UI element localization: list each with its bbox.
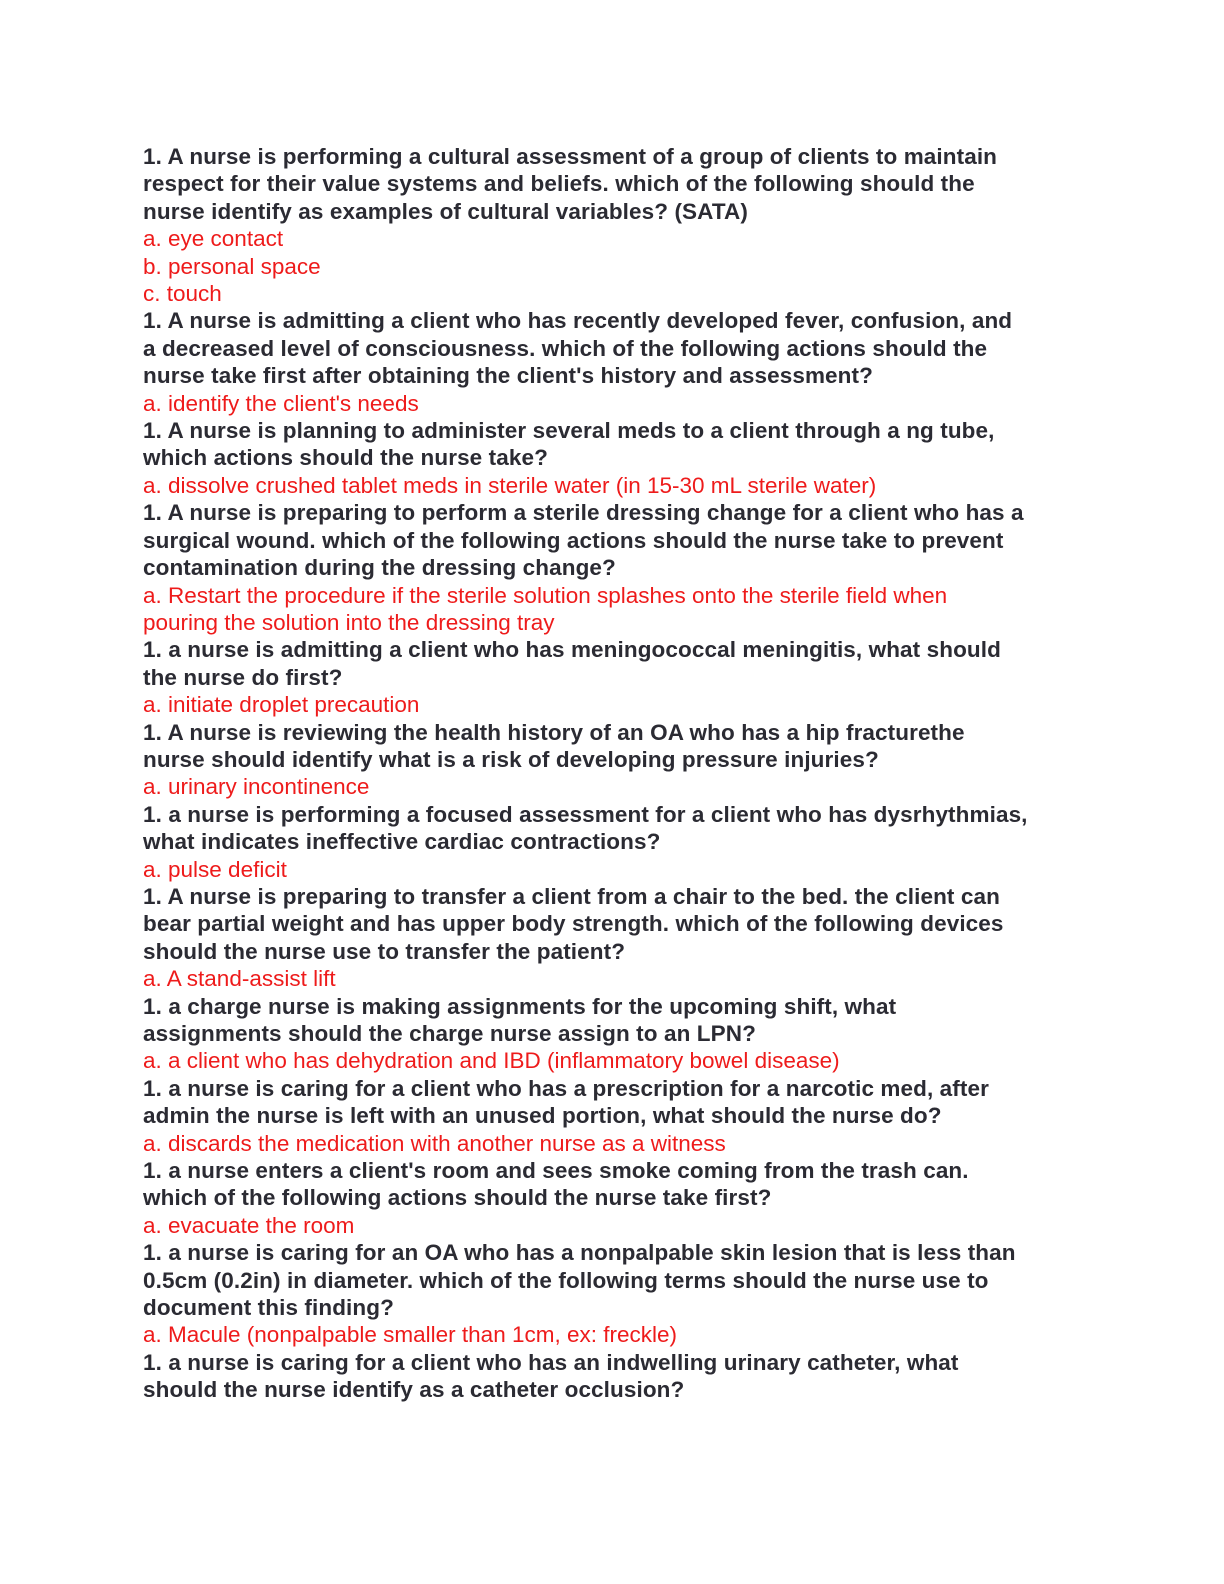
question-block [143,1157,1083,1239]
question-text-line: nurse identify as examples of cultural variables? (SATA) [143,198,748,224]
question-text-line: the nurse do first? [143,664,343,690]
document-body [143,143,1083,1404]
question-text-line: nurse should identify what is a risk of developing pressure injuries? [143,746,879,772]
answer-text-line: a. urinary incontinence [143,774,370,800]
question-block [143,993,1083,1075]
question-text-line: 1. a nurse is caring for an OA who has a nonpalpable skin lesion that is less than [143,1240,1016,1266]
question-text-line: 1. A nurse is performing a cultural assessment of a group of clients to maintain [143,144,998,169]
question-block [143,883,1083,993]
question-text-line: should the nurse use to transfer the patient? [143,938,626,964]
question-text-line: assignments should the charge nurse assign to an LPN? [143,1021,756,1046]
answer-text-line: c. touch [143,281,222,307]
question-text-line: 1. a nurse is caring for a client who has a prescription for a narcotic med, after [143,1075,989,1101]
question-text-line: nurse take first after obtaining the client's history and assessment? [143,363,873,389]
answer-text-line: a. evacuate the room [143,1212,355,1238]
question-text-line: surgical wound. which of the following actions should the nurse take to prevent [143,527,1004,553]
answer-text-line: pouring the solution into the dressing tray [143,609,555,635]
question-text-line: 1. a charge nurse is making assignments for the upcoming shift, what [143,993,897,1019]
question-text-line: 1. A nurse is preparing to perform a sterile dressing change for a client who has a [143,500,1024,526]
question-text-line: 1. a nurse is caring for a client who has an indwelling urinary catheter, what [143,1349,959,1375]
question-block [143,636,1083,718]
question-text-line: 1. a nurse is performing a focused assessment for a client who has dysrhythmias, [143,801,1028,827]
answer-text-line: a. initiate droplet precaution [143,692,420,718]
question-text-line: which actions should the nurse take? [143,445,548,471]
answer-text-line: a. a client who has dehydration and IBD (inflammatory bowel disease) [143,1048,840,1074]
question-text-line: respect for their value systems and beliefs. which of the following should the [143,171,975,197]
question-block [143,719,1083,801]
question-text-line: 1. A nurse is admitting a client who has recently developed fever, confusion, and [143,308,1013,334]
question-block [143,1239,1083,1349]
question-text-line: 0.5cm (0.2in) in diameter. which of the following terms should the nurse use to [143,1267,989,1293]
question-text-line: should the nurse identify as a catheter occlusion? [143,1377,685,1403]
question-block [143,1349,1083,1404]
answer-text-line: a. A stand-assist lift [143,966,336,992]
question-text-line: bear partial weight and has upper body strength. which of the following devices [143,911,1004,937]
answer-text-line: a. eye contact [143,226,284,252]
question-block [143,499,1083,636]
question-text-line: 1. a nurse enters a client's room and sees smoke coming from the trash can. [143,1158,969,1184]
question-block [143,307,1083,417]
answer-text-line: b. personal space [143,253,321,279]
answer-text-line: a. dissolve crushed tablet meds in sterile water (in 15-30 mL sterile water) [143,472,877,498]
answer-text-line: a. Restart the procedure if the sterile solution splashes onto the sterile field when [143,582,948,608]
answer-text-line: a. discards the medication with another nurse as a witness [143,1130,726,1156]
question-text-line: 1. a nurse is admitting a client who has meningococcal meningitis, what should [143,637,1001,663]
question-text-line: a decreased level of consciousness. which of the following actions should the [143,335,988,361]
answer-text-line: a. Macule (nonpalpable smaller than 1cm, ex: freckle) [143,1322,678,1348]
question-text-line: admin the nurse is left with an unused portion, what should the nurse do? [143,1103,942,1129]
answer-text-line: a. pulse deficit [143,856,287,882]
question-text-line: 1. A nurse is planning to administer several meds to a client through a ng tube, [143,418,995,444]
question-text-line: contamination during the dressing change? [143,555,616,581]
question-block [143,801,1083,883]
question-block [143,143,1083,307]
question-block [143,417,1083,499]
question-text-line: which of the following actions should the nurse take first? [143,1185,772,1211]
question-text-line: what indicates ineffective cardiac contractions? [143,829,661,855]
question-text-line: document this finding? [143,1295,394,1321]
question-text-line: 1. A nurse is reviewing the health history of an OA who has a hip fracturethe [143,719,965,745]
answer-text-line: a. identify the client's needs [143,390,419,416]
question-block [143,1075,1083,1157]
question-text-line: 1. A nurse is preparing to transfer a client from a chair to the bed. the client can [143,883,1000,909]
